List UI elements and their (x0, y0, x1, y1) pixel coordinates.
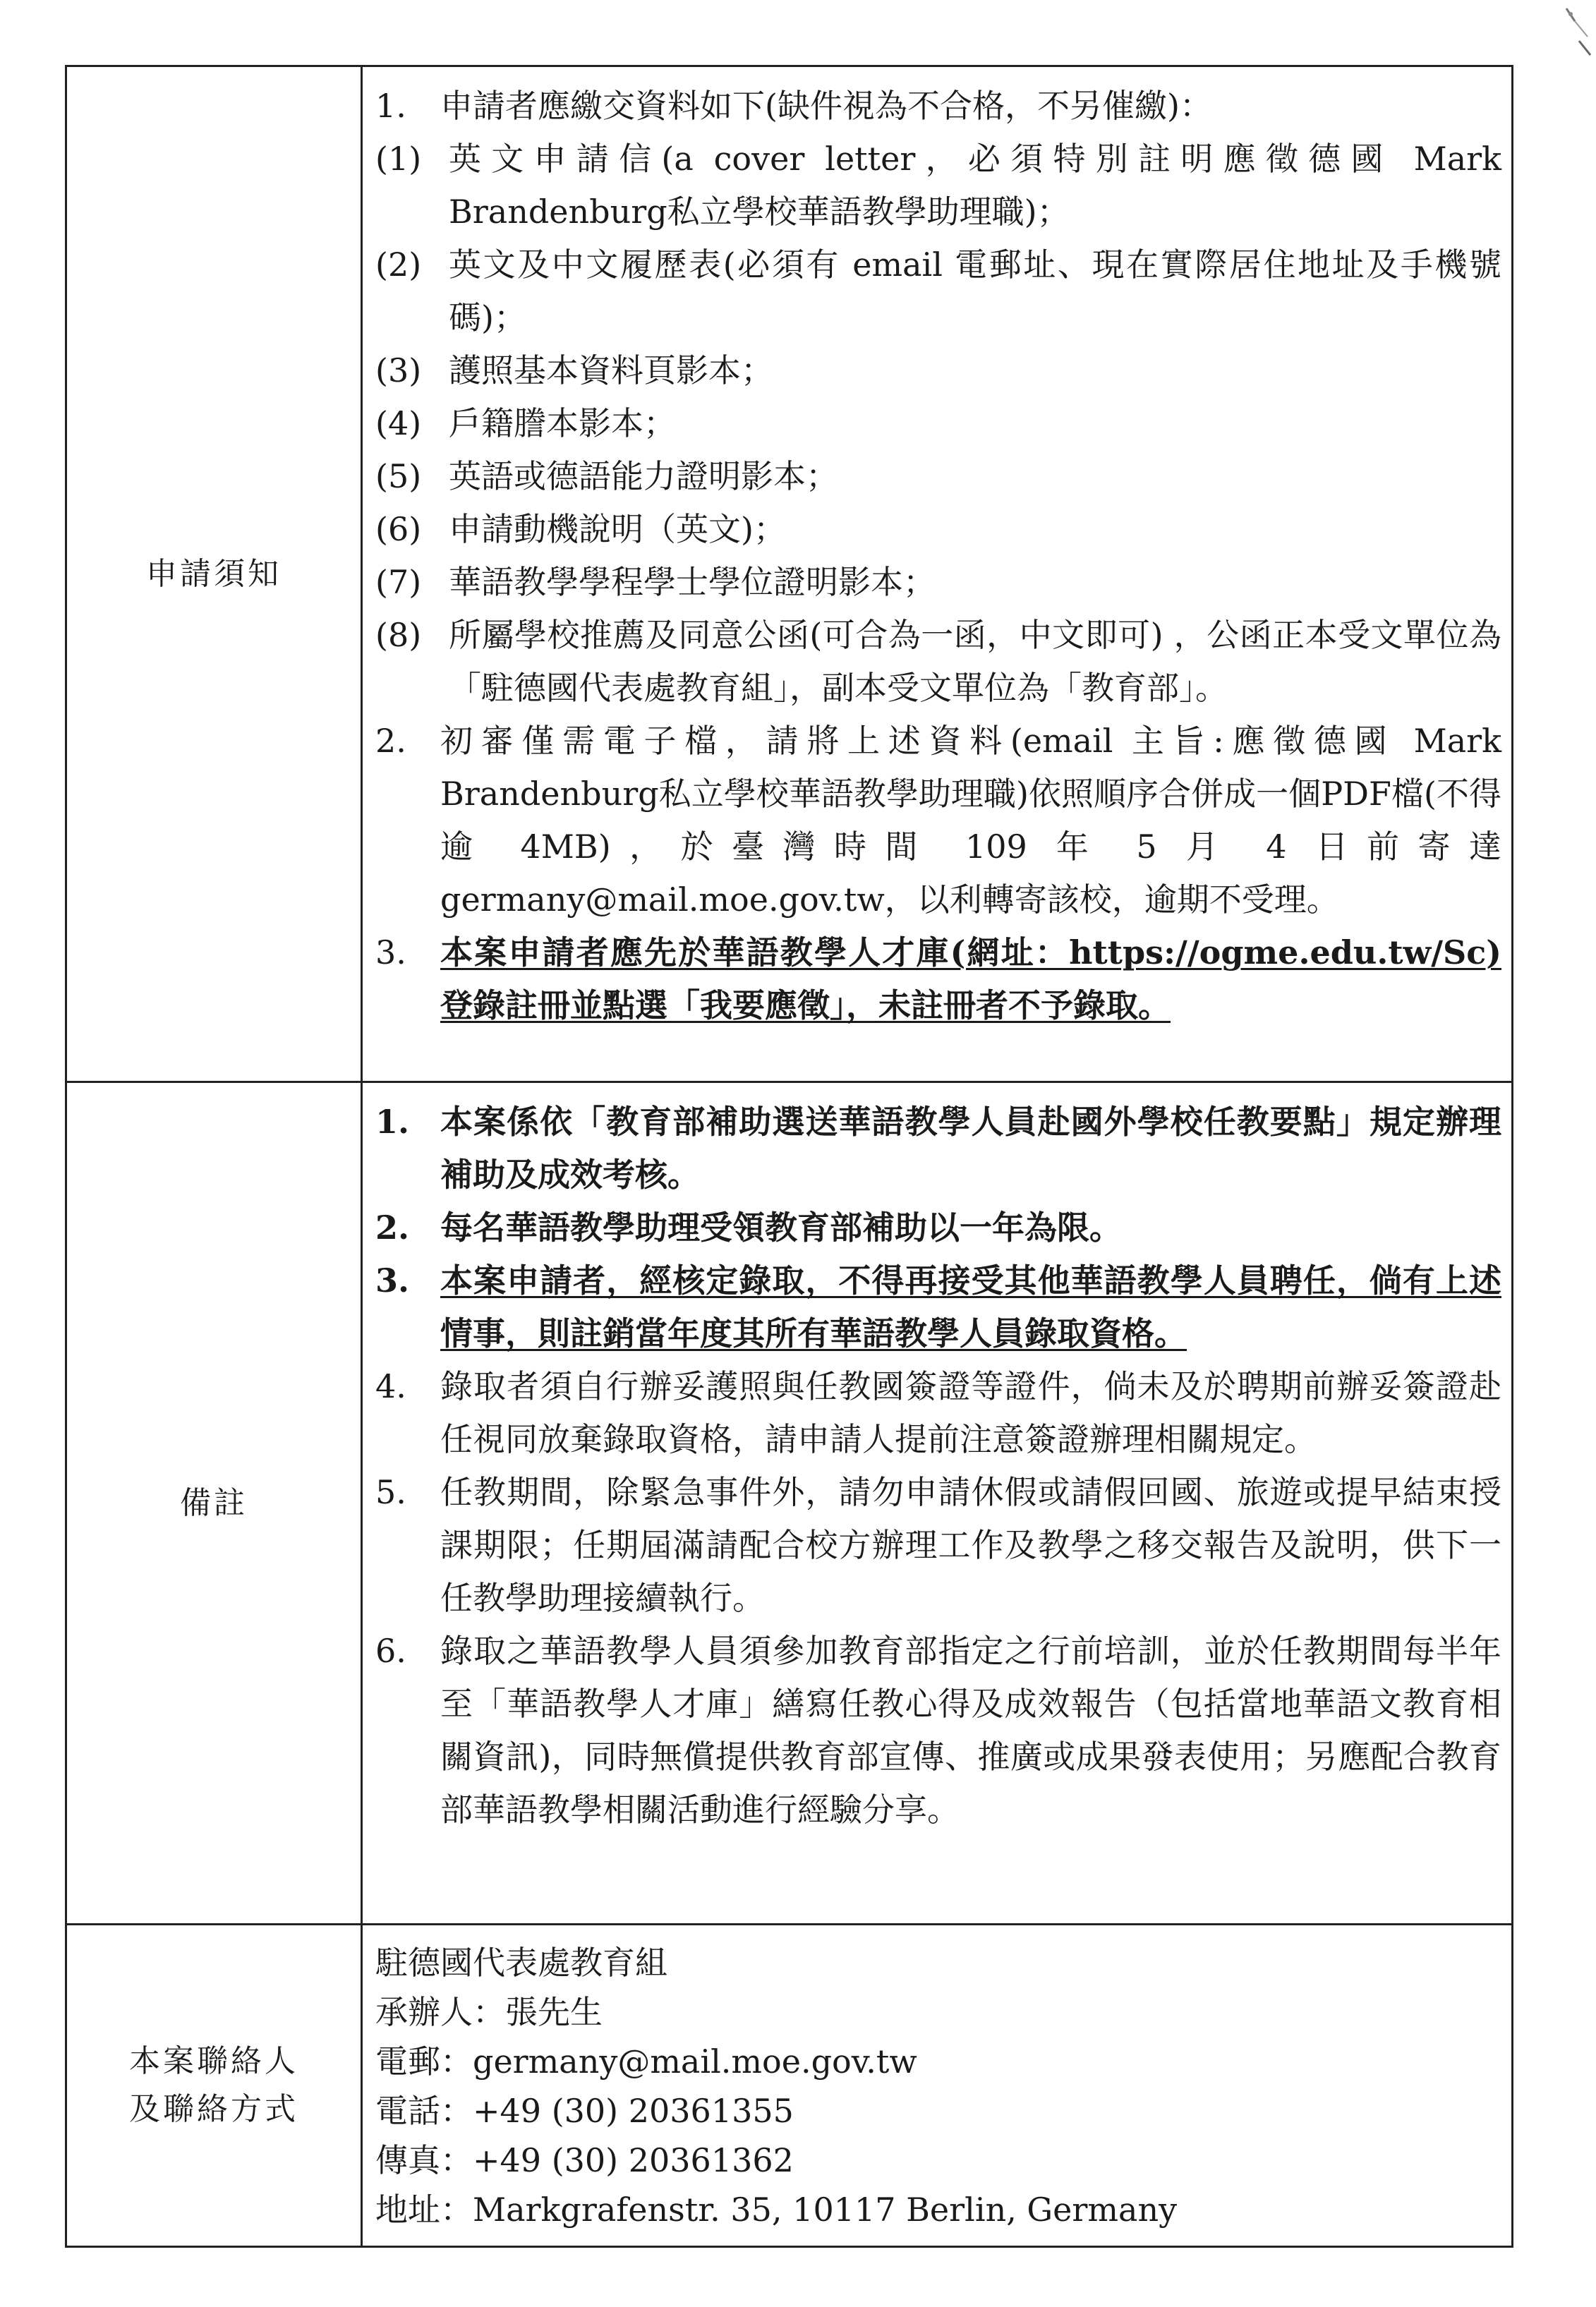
application-item-2 (375, 715, 1501, 926)
notes-row (66, 1082, 1513, 1925)
contact-row (66, 1925, 1513, 2247)
notes-item-4 (375, 1360, 1501, 1466)
item-number: 4. (375, 1367, 406, 1405)
notes-label: 備註 (66, 1082, 362, 1925)
subitem-text: 戶籍謄本影本； (449, 404, 676, 442)
contact-label (66, 1925, 362, 2247)
application-subitem-8 (375, 609, 1501, 715)
subitem-number: (2) (375, 246, 422, 284)
application-subitem-4 (375, 397, 1501, 450)
contact-phone: 電話：+49 (30) 20361355 (375, 2092, 794, 2130)
subitem-number: (5) (375, 457, 422, 495)
application-subitem-2 (375, 238, 1501, 344)
application-content (362, 66, 1513, 1082)
item-number: 2. (375, 722, 406, 760)
application-label: 申請須知 (66, 66, 362, 1082)
item-number: 3. (375, 1261, 410, 1300)
subitem-number: (1) (375, 140, 422, 178)
subitem-text: 英語或德語能力證明影本； (449, 457, 838, 495)
contact-label-line-1: 本案聯絡人 (129, 2043, 298, 2079)
subitem-text: 護照基本資料頁影本； (449, 351, 773, 389)
application-item-3 (375, 926, 1501, 1032)
application-subitem-1 (375, 133, 1501, 238)
subitem-text: 英文申請信(a cover letter，必須特別註明應徵德國 Mark Brandenburg私立學校華語教學助理職)； (449, 140, 1501, 231)
item-text: 申請者應繳交資料如下(缺件視為不合格，不另催繳)： (440, 87, 1212, 125)
contact-address: 地址：Markgrafenstr. 35, 10117 Berlin, Germany (375, 2191, 1178, 2229)
application-subitem-7 (375, 556, 1501, 609)
notes-content (362, 1082, 1513, 1925)
subitem-text: 英文及中文履歷表(必須有 email 電郵址、現在實際居住地址及手機號碼)； (449, 246, 1501, 337)
contact-office: 駐德國代表處教育組 (375, 1944, 667, 1982)
contact-fax: 傳真：+49 (30) 20361362 (375, 2141, 794, 2179)
application-subitem-5 (375, 450, 1501, 503)
contact-content (362, 1925, 1513, 2247)
item-text: 任教期間，除緊急事件外，請勿申請休假或請假回國、旅遊或提早結束授課期限；任期屆滿請配合校方辦理工作及教學之移交報告及說明，供下一任教學助理接續執行。 (440, 1473, 1501, 1617)
item-text: 錄取之華語教學人員須參加教育部指定之行前培訓，並於任教期間每半年至「華語教學人才庫」繕寫任教心得及成效報告（包括當地華語文教育相關資訊)，同時無償提供教育部宣傳、推廣或成果發表使用；另應配合教育部華語教學相關活動進行經驗分享。 (440, 1632, 1501, 1829)
item-text-emphasized: 本案申請者應先於華語教學人才庫(網址：https://ogme.edu.tw/Sc)登錄註冊並點選「我要應徵」，未註冊者不予錄取。 (440, 933, 1501, 1024)
item-number: 5. (375, 1473, 406, 1511)
item-number: 2. (375, 1209, 410, 1247)
notes-item-6 (375, 1625, 1501, 1836)
subitem-number: (6) (375, 510, 422, 548)
item-text-emphasized: 本案申請者，經核定錄取，不得再接受其他華語教學人員聘任，倘有上述情事，則註銷當年度其所有華語教學人員錄取資格。 (440, 1261, 1501, 1352)
item-number: 3. (375, 933, 406, 971)
item-number: 1. (375, 1103, 410, 1141)
application-item-1 (375, 80, 1501, 133)
item-text: 初審僅需電子檔，請將上述資料(email 主旨:應徵德國 Mark Brandenburg私立學校華語教學助理職)依照順序合併成一個PDF檔(不得逾 4MB)，於臺灣時間 109 年 5 月 4 日前寄達germany@mail.moe.gov.tw，以利轉寄該校，逾期不受理。 (440, 722, 1501, 919)
notes-item-5 (375, 1466, 1501, 1625)
subitem-number: (8) (375, 616, 422, 654)
subitem-number: (3) (375, 351, 422, 389)
subitem-text: 華語教學學程學士學位證明影本； (449, 563, 936, 601)
notes-item-2 (375, 1201, 1501, 1254)
scan-artifact-mark (1517, 0, 1595, 71)
contact-email: 電郵：germany@mail.moe.gov.tw (375, 2042, 917, 2081)
subitem-text: 所屬學校推薦及同意公函(可合為一函，中文即可) ，公函正本受文單位為「駐德國代表處教育組」，副本受文單位為「教育部」。 (449, 616, 1501, 707)
notes-item-1 (375, 1096, 1501, 1201)
item-text: 本案係依「教育部補助選送華語教學人員赴國外學校任教要點」規定辦理補助及成效考核。 (440, 1103, 1501, 1194)
application-subitem-6 (375, 503, 1501, 556)
subitem-number: (4) (375, 404, 422, 442)
application-row (66, 66, 1513, 1082)
notes-item-3 (375, 1254, 1501, 1360)
item-number: 6. (375, 1632, 406, 1670)
announcement-table (65, 65, 1513, 2248)
subitem-number: (7) (375, 563, 422, 601)
item-text: 每名華語教學助理受領教育部補助以一年為限。 (440, 1209, 1122, 1247)
contact-person: 承辦人：張先生 (375, 1993, 603, 2031)
item-number: 1. (375, 87, 406, 125)
item-text: 錄取者須自行辦妥護照與任教國簽證等證件，倘未及於聘期前辦妥簽證赴任視同放棄錄取資格，請申請人提前注意簽證辦理相關規定。 (440, 1367, 1501, 1458)
subitem-text: 申請動機說明（英文)； (449, 510, 786, 548)
application-subitem-3 (375, 344, 1501, 397)
contact-label-line-2: 及聯絡方式 (129, 2091, 298, 2127)
